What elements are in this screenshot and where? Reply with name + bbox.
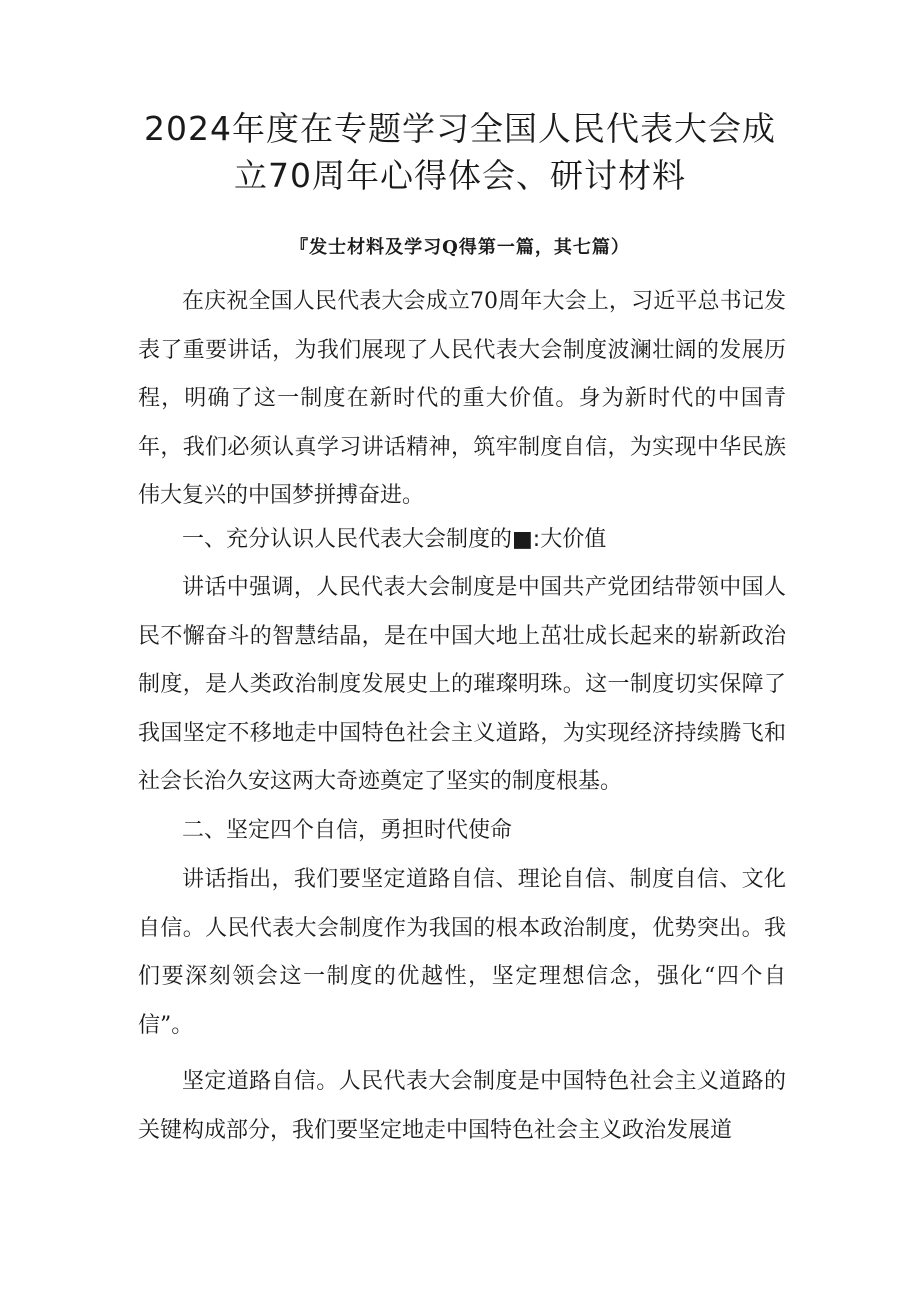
section-heading-2: 二、坚定四个自信，勇担时代使命 <box>182 818 513 843</box>
intro-paragraph: 在庆祝全国人民代表大会成立70周年大会上，习近平总书记发表了重要讲话，为我们展现了人民代表大会制度波澜壮阔的发展历程，明确了这一制度在新时代的重大价值。身为新时代的中国青年，我们必须认真学习讲话精神，筑牢制度自信，为实现中华民族伟大复兴的中国梦拼搏奋进。 <box>138 289 786 508</box>
road-confidence-paragraph: 坚定道路自信。人民代表大会制度是中国特色社会主义道路的关键构成部分，我们要坚定地走中国特色社会主义政治发展道 <box>138 1069 786 1143</box>
document-title-line-1: 2024年度在专题学习全国人民代表大会成 <box>144 109 776 148</box>
section-1-paragraph: 讲话中强调，人民代表大会制度是中国共产党团结带领中国人民不懈奋斗的智慧结晶，是在中国大地上茁壮成长起来的崭新政治制度，是人类政治制度发展史上的璀璨明珠。这一制度切实保障了我国坚定不移地走中国特色社会主义道路，为实现经济持续腾飞和社会长治久安这两大奇迹奠定了坚实的制度根基。 <box>138 575 786 794</box>
document-subtitle: 『发士材料及学习Q得第一篇，其七篇） <box>290 237 630 258</box>
section-2-paragraph: 讲话指出，我们要坚定道路自信、理论自信、制度自信、文化自信。人民代表大会制度作为我国的根本政治制度，优势突出。我们要深刻领会这一制度的优越性，坚定理想信念，强化“四个自信”。 <box>138 867 786 1038</box>
document-title-line-2: 立70周年心得体会、研讨材料 <box>234 156 686 195</box>
section-heading-1: 一、充分认识人民代表大会制度的■:大价值 <box>182 527 607 552</box>
